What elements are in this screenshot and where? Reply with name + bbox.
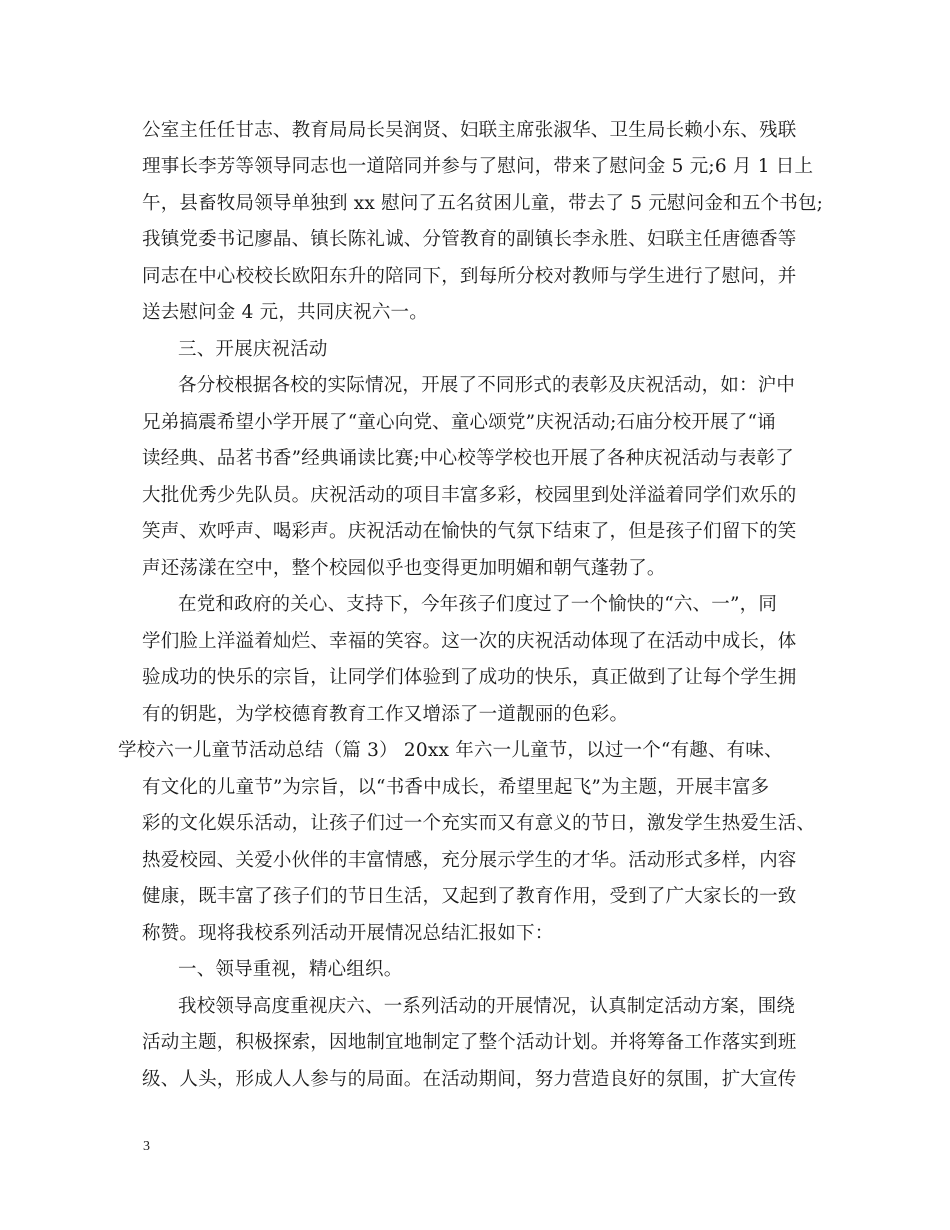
section-heading: 三、开展庆祝活动 <box>178 339 328 360</box>
text-line: 我校领导高度重视庆六、一系列活动的开展情况，认真制定活动方案，围绕 <box>178 996 796 1017</box>
text-line: 同志在中心校校长欧阳东升的陪同下，到每所分校对教师与学生进行了慰问，并 <box>142 266 797 287</box>
text-line: 彩的文化娱乐活动，让孩子们过一个充实而又有意义的节日，激发学生热爱生活、 <box>142 813 816 834</box>
text-line: 声还荡漾在空中，整个校园似乎也变得更加明媚和朝气蓬勃了。 <box>142 558 666 579</box>
text-line: 有文化的儿童节”为宗旨，以“书香中成长，希望里起飞”为主题，开展丰富多 <box>142 777 770 798</box>
text-line: 活动主题，积极探索，因地制宜地制定了整个活动计划。并将筹备工作落实到班 <box>142 1032 797 1053</box>
text-line: 在党和政府的关心、支持下，今年孩子们度过了一个愉快的“六、一”，同 <box>178 594 778 615</box>
text-line: 验成功的快乐的宗旨，让同学们体验到了成功的快乐，真正做到了让每个学生拥 <box>142 667 797 688</box>
text-line: 学们脸上洋溢着灿烂、幸福的笑容。这一次的庆祝活动体现了在活动中成长，体 <box>142 631 797 652</box>
text-line: 级、人头，形成人人参与的局面。在活动期间，努力营造良好的氛围，扩大宣传 <box>142 1069 797 1090</box>
text-line: 午，县畜牧局领导单独到 xx 慰问了五名贫困儿童，带去了 5 元慰问金和五个书包; <box>142 193 824 214</box>
text-line: 热爱校园、关爱小伙伴的丰富情感，充分展示学生的才华。活动形式多样，内容 <box>142 850 797 871</box>
text-line: 称赞。现将我校系列活动开展情况总结汇报如下： <box>142 923 554 944</box>
text-line: 兄弟搞震希望小学开展了“童心向党、童心颂党”庆祝活动;石庙分校开展了“诵 <box>142 412 776 433</box>
text-line: 公室主任任甘志、教育局局长吴润贤、妇联主席张淑华、卫生局长赖小东、残联 <box>142 120 797 141</box>
text-line: 有的钥匙，为学校德育教育工作又增添了一道靓丽的色彩。 <box>142 704 629 725</box>
text-line: 理事长李芳等领导同志也一道陪同并参与了慰问，带来了慰问金 5 元;6 月 1 日上 <box>142 156 814 177</box>
section-heading: 一、领导重视，精心组织。 <box>178 959 403 980</box>
page-number: 3 <box>143 1139 150 1154</box>
text-line: 我镇党委书记廖晶、镇长陈礼诚、分管教育的副镇长李永胜、妇联主任唐德香等 <box>142 229 797 250</box>
article-title-line: 学校六一儿童节活动总结（篇 3） 20xx 年六一儿童节，以过一个“有趣、有味、 <box>118 740 783 761</box>
text-line: 各分校根据各校的实际情况，开展了不同形式的表彰及庆祝活动，如：沪中 <box>178 375 796 396</box>
text-line: 送去慰问金 4 元，共同庆祝六一。 <box>142 302 428 323</box>
text-line: 笑声、欢呼声、喝彩声。庆祝活动在愉快的气氛下结束了，但是孩子们留下的笑 <box>142 521 797 542</box>
text-line: 健康，既丰富了孩子们的节日生活，又起到了教育作用，受到了广大家长的一致 <box>142 886 797 907</box>
text-line: 大批优秀少先队员。庆祝活动的项目丰富多彩，校园里到处洋溢着同学们欢乐的 <box>142 485 797 506</box>
text-line: 读经典、品茗书香”经典诵读比赛;中心校等学校也开展了各种庆祝活动与表彰了 <box>142 448 794 469</box>
